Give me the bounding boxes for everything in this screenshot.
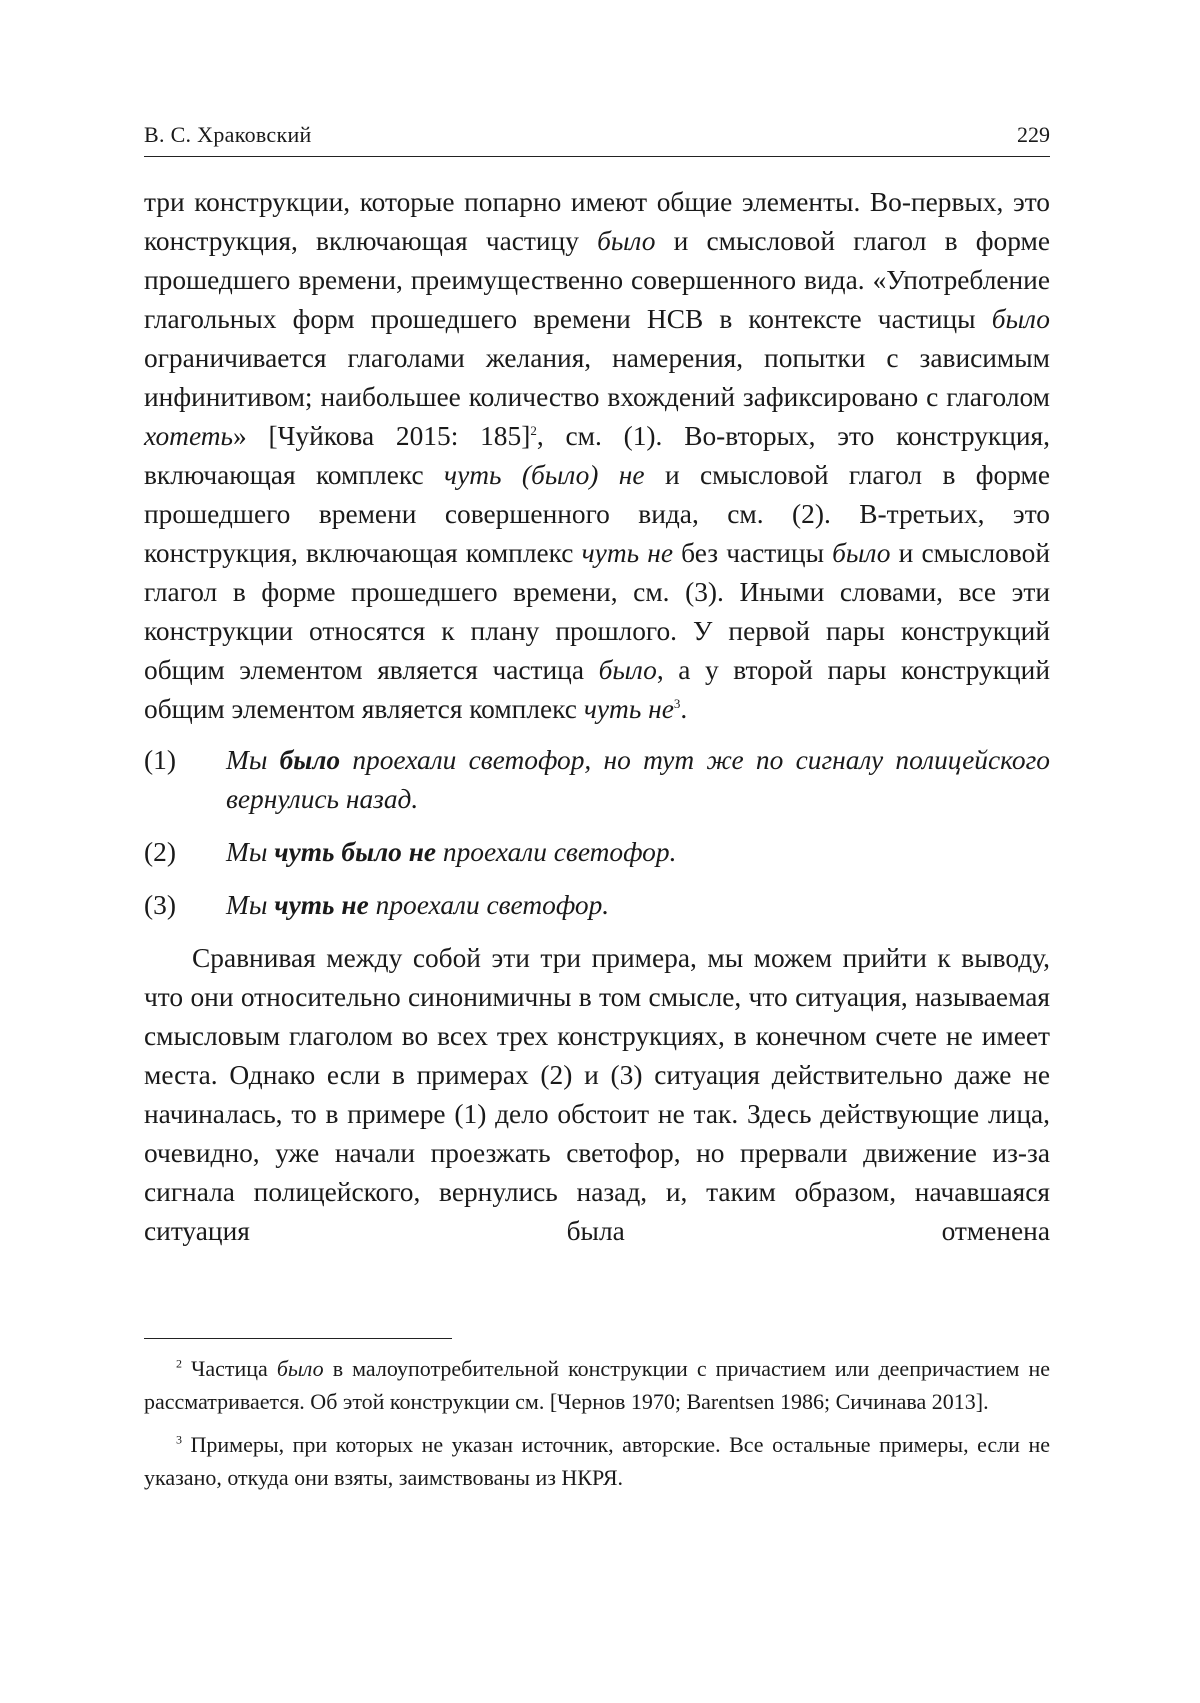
example-text: Мы чуть было не проехали светофор. — [226, 833, 1050, 872]
paragraph-2: Сравнивая между собой эти три примера, мы можем прийти к выводу, что они относительно синонимичны в том смысле, что ситуация, называемая смысловым глаголом во всех трех конструкциях, в конечном счете не имеет места. Однако если в примерах (2) и (3) ситуация действительно даже не начиналась, то в примере (1) дело обстоит не так. Здесь действующие лица, очевидно, уже начали проезжать светофор, но прервали движение из-за сигнала полицейского, вернулись назад, и, таким образом, начавшаяся ситуация была отменена — [144, 939, 1050, 1251]
emphasis-term: чуть не — [584, 694, 674, 724]
emphasis-term: было — [599, 655, 657, 685]
footnote-divider — [144, 1338, 452, 1339]
emphasis-term: было — [832, 538, 890, 568]
example-text: Мы было проехали светофор, но тут же по сигналу полицейского вернулись назад. — [226, 741, 1050, 819]
running-header — [144, 122, 1050, 157]
page-number: 229 — [1017, 122, 1050, 148]
emphasis-term: чуть не — [582, 538, 673, 568]
emphasis-term: хотеть — [144, 421, 233, 451]
examples-list — [144, 741, 1050, 925]
example-number: (1) — [144, 741, 226, 819]
header-author: В. С. Храковский — [144, 122, 312, 148]
paragraph-1: три конструкции, которые попарно имеют общие элементы. Во-первых, это конструкция, включающая частицу было и смысловой глагол в форме прошедшего времени, преимущественно совершенного вида. «Употребление глагольных форм прошедшего времени НСВ в контексте частицы было ограничивается глаголами желания, намерения, попытки с зависимым инфинитивом; наибольшее количество вхождений зафиксировано с глаголом хотеть» [Чуйкова 2015: 185]2, см. (1). Во-вторых, это конструкция, включающая комплекс чуть (было) не и смысловой глагол в форме прошедшего времени совершенного вида, см. (2). В-третьих, это конструкция, включающая комплекс чуть не без частицы было и смысловой глагол в форме прошедшего времени, см. (3). Иными словами, все эти конструкции относятся к плану прошлого. У первой пары конструкций общим элементом является частица было, а у второй пары конструкций общим элементом является комплекс чуть не3. — [144, 183, 1050, 729]
footnote-ref-3[interactable]: 3 — [674, 696, 681, 711]
example-item — [144, 741, 1050, 819]
footnote-2: 2 Частица было в малоупотребительной конструкции с причастием или деепричастием не рассматривается. Об этой конструкции см. [Чернов 1970; Barentsen 1986; Сичинава 2013]. — [144, 1352, 1050, 1418]
footnotes — [144, 1352, 1050, 1504]
example-item — [144, 833, 1050, 872]
example-number: (2) — [144, 833, 226, 872]
example-number: (3) — [144, 886, 226, 925]
example-item — [144, 886, 1050, 925]
footnote-ref-2[interactable]: 2 — [530, 423, 537, 438]
footnote-number: 3 — [176, 1433, 182, 1447]
example-text: Мы чуть не проехали светофор. — [226, 886, 1050, 925]
emphasis-term: было — [992, 304, 1050, 334]
emphasis-term: чуть (было) не — [444, 460, 645, 490]
footnote-number: 2 — [176, 1357, 182, 1371]
footnote-3: 3 Примеры, при которых не указан источник, авторские. Все остальные примеры, если не указано, откуда они взяты, заимствованы из НКРЯ. — [144, 1428, 1050, 1494]
main-text — [144, 183, 1050, 1251]
emphasis-term: было — [597, 226, 655, 256]
